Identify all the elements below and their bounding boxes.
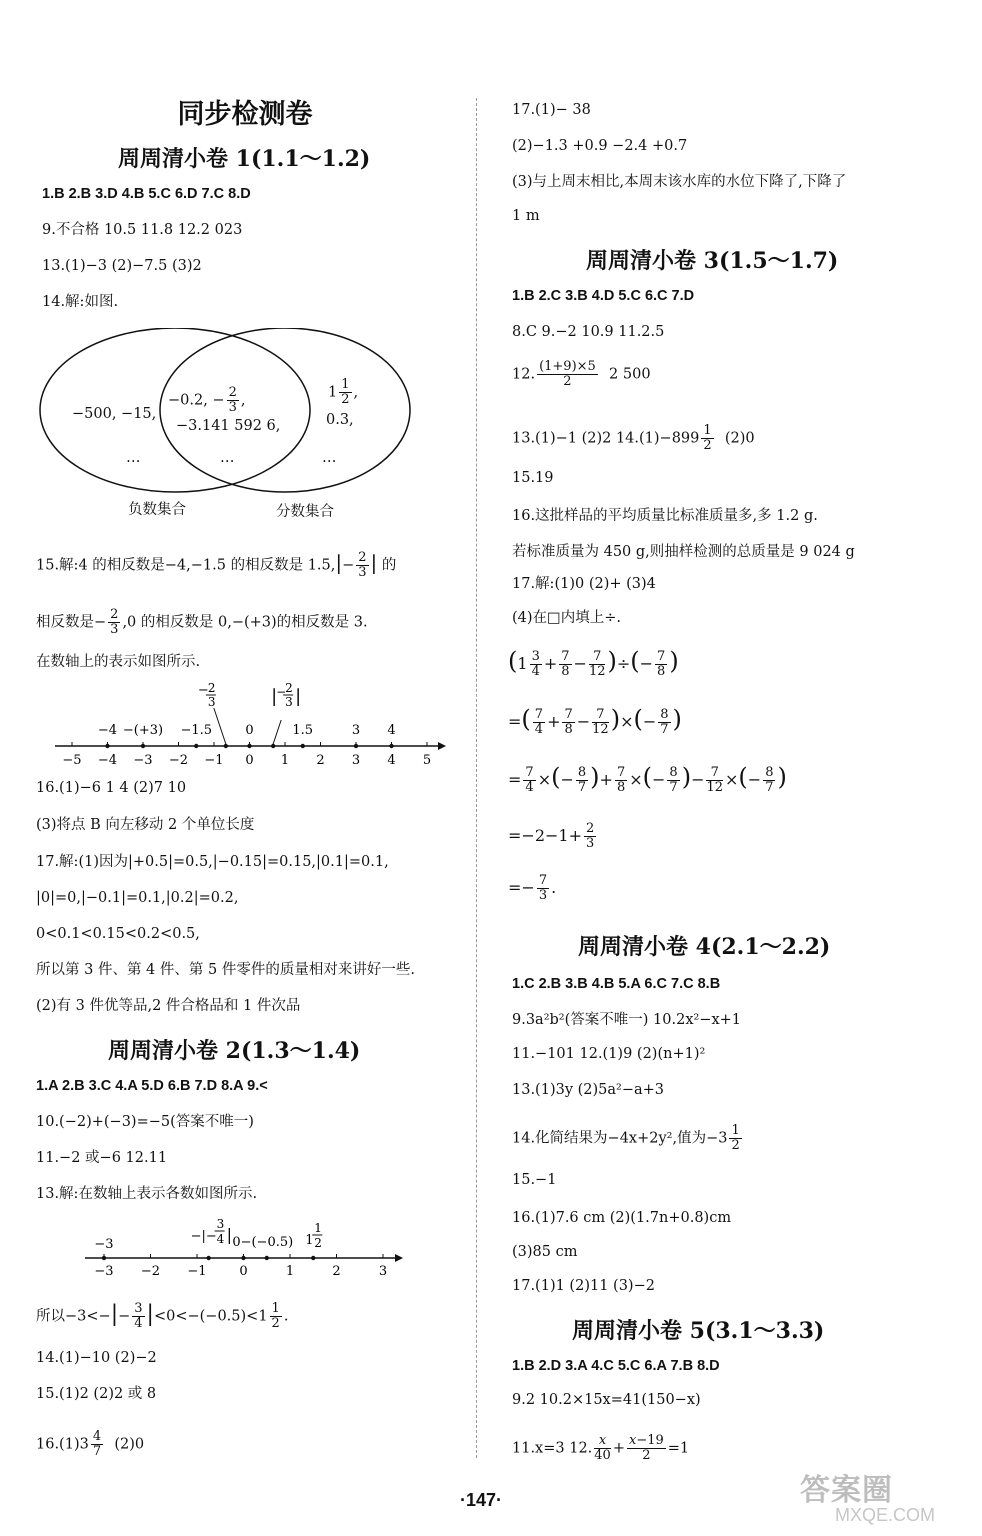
fraction-num: 1 xyxy=(314,1221,322,1235)
minus-sign: − xyxy=(197,683,209,698)
answer-4-14: 14.化简结果为−4x+2y²,值为−3 $\frac{1}{2}$ xyxy=(512,1123,740,1153)
tick-label: 1 xyxy=(280,753,290,768)
venn-negative-ellipsis: … xyxy=(126,450,141,466)
fraction: $\frac{7}{8}$ xyxy=(564,707,573,737)
fraction: $\frac{3}{4}$ xyxy=(134,1301,143,1331)
fraction: $\frac{x}{40}$ xyxy=(594,1433,611,1463)
fraction: $\frac{7}{4}$ xyxy=(534,707,544,737)
answers-2-1-9: 1.A 2.B 3.C 4.A 5.D 6.B 7.D 8.A 9.< xyxy=(36,1078,268,1094)
tick-label: −2 xyxy=(140,1264,161,1279)
tick-label: −3 xyxy=(133,753,153,768)
pointer-line xyxy=(273,720,281,744)
tick-label: 0 xyxy=(239,1264,248,1279)
minus-sign: − xyxy=(276,685,287,699)
mixed-whole: 1 xyxy=(305,1233,314,1248)
section-title-2: 周周清小卷 2(1.3～1.4) xyxy=(108,1038,361,1064)
fraction-den: 3 xyxy=(207,695,216,709)
tick-label: −5 xyxy=(62,753,82,768)
calc-step-4: =−2−1+ $\frac{2}{3}$ xyxy=(508,821,595,851)
number-line-2 xyxy=(80,1210,410,1280)
fraction: $\frac{8}{7}$ xyxy=(765,765,774,795)
answer-1-17-2: (2)−1.3 +0.9 −2.4 +0.7 xyxy=(512,138,688,154)
abs-label: −|− xyxy=(190,1229,217,1244)
point-label: −4 xyxy=(97,723,118,738)
answer-3-16a: 16.这批样品的平均质量比标准质量多,多 1.2 g. xyxy=(512,508,818,524)
venn-overlap-pi: −3.141 592 6, xyxy=(176,418,281,434)
point-label: 0 xyxy=(245,723,254,738)
answer-4-13: 13.(1)3y (2)5a²−a+3 xyxy=(512,1082,665,1098)
fraction: $\frac{1}{2}$ xyxy=(271,1301,280,1331)
fraction: $\frac{8}{7}$ xyxy=(660,707,669,737)
point-dot xyxy=(102,1256,106,1260)
fraction: $\frac{2}{3}$ xyxy=(358,550,367,580)
answers-3-8-11: 8.C 9.−2 10.9 11.2.5 xyxy=(512,324,665,340)
calc-step-1: (1 $\frac{3}{4}$ + $\frac{7}{8}$ − $\frac{7}{12}$ )÷(− $\frac{7}{8}$ ) xyxy=(508,647,679,679)
fraction-num: 3 xyxy=(216,1217,225,1231)
point-label: −(+3) xyxy=(122,723,164,738)
tick-label: 5 xyxy=(422,753,432,768)
page-number: ·147· xyxy=(460,1490,503,1510)
fraction: $\frac{7}{12}$ xyxy=(706,765,724,795)
answers-3-1-7: 1.B 2.C 3.B 4.D 5.C 6.C 7.D xyxy=(512,288,695,304)
answer-16b: (3)将点 B 向左移动 2 个单位长度 xyxy=(36,817,255,833)
answer-2-11-12: 11.−2 或−6 12.11 xyxy=(36,1150,168,1166)
venn-fraction-item-2: 0.3, xyxy=(326,412,354,428)
fraction: $\frac{8}{7}$ xyxy=(669,765,678,795)
fraction: $\frac{7}{8}$ xyxy=(616,765,626,795)
tick-label: −3 xyxy=(94,1264,114,1279)
answers-4-9-10: 9.3a²b²(答案不唯一) 10.2x²−x+1 xyxy=(512,1012,742,1028)
venn-label-negative: 负数集合 xyxy=(128,502,186,518)
fraction: $\frac{2}{3}$ xyxy=(585,821,595,851)
answer-14: 14.解:如图. xyxy=(42,294,119,310)
fraction-num: 2 xyxy=(285,681,293,695)
point-dot xyxy=(265,1256,269,1260)
answer-13: 13.(1)−3 (2)−7.5 (3)2 xyxy=(42,258,202,274)
answers-1-8: 1.B 2.B 3.D 4.B 5.C 6.D 7.C 8.D xyxy=(42,186,251,202)
fraction: $\frac{7}{3}$ xyxy=(538,873,548,903)
fraction: $\frac{2}{3}$ xyxy=(228,385,237,415)
tick-label: −2 xyxy=(168,753,189,768)
answer-4-16b: (3)85 cm xyxy=(512,1244,578,1260)
answers-9-12: 9.不合格 10.5 11.8 12.2 023 xyxy=(42,222,243,238)
answer-17c: 0<0.1<0.15<0.2<0.5, xyxy=(36,926,200,942)
answer-1-17-3: (3)与上周末相比,本周末该水库的水位下降了,下降了 xyxy=(512,174,847,190)
answer-3-13-14: 13.(1)−1 (2)2 14.(1)−899 $\frac{1}{2}$ (2)0 xyxy=(512,423,755,453)
number-line-1 xyxy=(50,680,450,770)
fraction-den: 4 xyxy=(216,1232,225,1246)
point-dot xyxy=(311,1256,315,1260)
abs-bar: | xyxy=(271,686,278,707)
venn-overlap-ellipsis: … xyxy=(220,450,235,466)
abs-bar: | xyxy=(295,686,302,707)
fraction: $\frac{7}{8}$ xyxy=(561,649,570,679)
fraction: $\frac{(1+9)\times 5}{2}$ xyxy=(539,359,596,389)
answer-4-15: 15.−1 xyxy=(512,1172,557,1188)
tick-label: 3 xyxy=(351,753,361,768)
answers-5-1-8: 1.B 2.D 3.A 4.C 5.C 6.A 7.B 8.D xyxy=(512,1358,720,1374)
point-dot xyxy=(241,1256,245,1260)
venn-fraction-ellipsis: … xyxy=(322,450,337,466)
answer-15-line2: 相反数是− $\frac{2}{3}$ ,0 的相反数是 0,−(+3)的相反数是 3. xyxy=(36,607,368,637)
tick-label: 0 xyxy=(245,753,254,768)
abs-bar: | xyxy=(226,1225,233,1244)
section-title-3: 周周清小卷 3(1.5～1.7) xyxy=(586,248,839,274)
answers-5-9-10: 9.2 10.2×15x=41(150−x) xyxy=(512,1392,701,1408)
point-label: −3 xyxy=(94,1237,114,1252)
venn-overlap-text: −0.2, − xyxy=(168,392,225,409)
fraction: $\frac{x-19}{2}$ xyxy=(628,1433,664,1463)
point-dot xyxy=(354,744,358,748)
answer-2-16: 16.(1)3 $\frac{4}{7}$ (2)0 xyxy=(36,1429,145,1459)
point-label: 1.5 xyxy=(292,723,314,738)
fraction: $\frac{7}{12}$ xyxy=(588,649,606,679)
answer-2-15: 15.(1)2 (2)2 或 8 xyxy=(36,1386,157,1402)
fraction: $\frac{1}{2}$ xyxy=(341,377,350,407)
answer-17e: (2)有 3 件优等品,2 件合格品和 1 件次品 xyxy=(36,998,301,1014)
point-dot xyxy=(271,744,275,748)
watermark-url: MXQE.COM xyxy=(835,1505,936,1525)
answer-3-15: 15.19 xyxy=(512,470,554,486)
answer-3-17-4: (4)在□内填上÷. xyxy=(512,610,621,626)
fraction: $\frac{4}{7}$ xyxy=(92,1429,102,1459)
fraction-num: 2 xyxy=(207,681,216,695)
answer-17a: 17.解:(1)因为|+0.5|=0.5,|−0.15|=0.15,|0.1|=0.1, xyxy=(36,854,389,870)
answer-4-16a: 16.(1)7.6 cm (2)(1.7n+0.8)cm xyxy=(512,1210,732,1226)
point-dot xyxy=(301,744,305,748)
answer-3-16b: 若标准质量为 450 g,则抽样检测的总质量是 9 024 g xyxy=(512,544,855,560)
tick-label: 1 xyxy=(285,1264,295,1279)
tick-label: 3 xyxy=(378,1264,388,1279)
section-title-1: 周周清小卷 1(1.1～1.2) xyxy=(118,146,371,172)
answer-3-17: 17.解:(1)0 (2)+ (3)4 xyxy=(512,576,656,592)
answer-17b: |0|=0,|−0.1|=0.1,|0.2|=0.2, xyxy=(36,890,239,906)
fraction: $\frac{8}{7}$ xyxy=(577,765,587,795)
answer-2-13-result: 所以−3<−|− $\frac{3}{4}$ |<0<−(−0.5)<1 $\frac{1}{2}$ . xyxy=(36,1301,289,1331)
answer-2-13: 13.解:在数轴上表示各数如图所示. xyxy=(36,1186,258,1202)
tick-label: 4 xyxy=(387,753,396,768)
answers-5-11-12: 11.x=3 12. $\frac{x}{40}$ + $\frac{x-19}{2}$ =1 xyxy=(512,1433,690,1463)
tick-label: −1 xyxy=(187,1264,207,1279)
answers-4-1-8: 1.C 2.B 3.B 4.B 5.A 6.C 7.C 8.B xyxy=(512,976,721,992)
fraction: $\frac{3}{4}$ xyxy=(531,649,540,679)
point-dot xyxy=(194,744,198,748)
point-dot xyxy=(141,744,145,748)
point-dot xyxy=(105,744,109,748)
point-dot xyxy=(224,744,228,748)
fraction: $\frac{1}{2}$ xyxy=(731,1123,740,1153)
answer-15-line3: 在数轴上的表示如图所示. xyxy=(36,654,201,670)
calc-step-3: = $\frac{7}{4}$ ×(− $\frac{8}{7}$ )+ $\frac{7}{8}$ ×(− $\frac{8}{7}$ )− $\frac{7}{12}$ ×(− $\frac{8}{7}$ ) xyxy=(508,763,787,795)
tick-label: −4 xyxy=(97,753,118,768)
answers-4-11-12: 11.−101 12.(1)9 (2)(n+1)² xyxy=(512,1046,706,1062)
point-dot xyxy=(389,744,393,748)
answer-17d: 所以第 3 件、第 4 件、第 5 件零件的质量相对来讲好一些. xyxy=(36,962,415,978)
answer-4-17: 17.(1)1 (2)11 (3)−2 xyxy=(512,1278,655,1294)
point-dot xyxy=(206,1256,210,1260)
venn-fraction-items: 1 $\frac{1}{2}$ , xyxy=(328,377,359,407)
point-label: 0−(−0.5) xyxy=(232,1235,294,1250)
answer-3-12: 12. $\frac{(1+9)\times 5}{2}$ 2 500 xyxy=(512,359,651,389)
tick-label: 2 xyxy=(332,1264,341,1279)
calc-step-5: =− $\frac{7}{3}$ . xyxy=(508,873,557,903)
answer-15-line1: 15.解:4 的相反数是−4,−1.5 的相反数是 1.5,|− $\frac{2}{3}$ | 的 xyxy=(36,550,397,580)
section-title-4: 周周清小卷 4(2.1～2.2) xyxy=(578,934,831,960)
fraction-den: 2 xyxy=(314,1236,322,1250)
main-title: 同步检测卷 xyxy=(177,99,313,130)
section-title-5: 周周清小卷 5(3.1～3.3) xyxy=(572,1318,825,1344)
fraction-den: 3 xyxy=(285,695,293,709)
answer-2-14: 14.(1)−10 (2)−2 xyxy=(36,1350,157,1366)
tick-label: 2 xyxy=(316,753,325,768)
fraction: $\frac{7}{8}$ xyxy=(657,649,666,679)
fraction: $\frac{7}{4}$ xyxy=(525,765,534,795)
answer-16a: 16.(1)−6 1 4 (2)7 10 xyxy=(36,780,187,796)
column-divider xyxy=(476,98,477,1458)
answer-2-10: 10.(−2)+(−3)=−5(答案不唯一) xyxy=(36,1114,254,1130)
point-label: 4 xyxy=(387,723,396,738)
calc-step-2: =( $\frac{7}{4}$ + $\frac{7}{8}$ − $\frac{7}{12}$ )×(− $\frac{8}{7}$ ) xyxy=(508,705,682,737)
venn-negative-items: −500, −15, xyxy=(72,406,157,422)
fraction: $\frac{2}{3}$ xyxy=(110,607,119,637)
answer-1-17-3-cont: 1 m xyxy=(512,208,540,224)
answer-1-17-1: 17.(1)− 38 xyxy=(512,102,591,118)
fraction: $\frac{7}{12}$ xyxy=(592,707,609,737)
point-label: −1.5 xyxy=(180,723,213,738)
axis-arrow xyxy=(438,742,446,750)
point-label: 3 xyxy=(351,723,361,738)
venn-label-fraction: 分数集合 xyxy=(276,504,334,520)
axis-arrow xyxy=(395,1254,403,1262)
watermark-logo: 答案圈 xyxy=(800,1474,893,1507)
fraction: $\frac{1}{2}$ xyxy=(703,423,712,453)
point-dot xyxy=(247,744,251,748)
venn-overlap-items: −0.2, − $\frac{2}{3}$ , xyxy=(168,385,246,415)
tick-label: −1 xyxy=(204,753,224,768)
pointer-line xyxy=(214,708,226,744)
